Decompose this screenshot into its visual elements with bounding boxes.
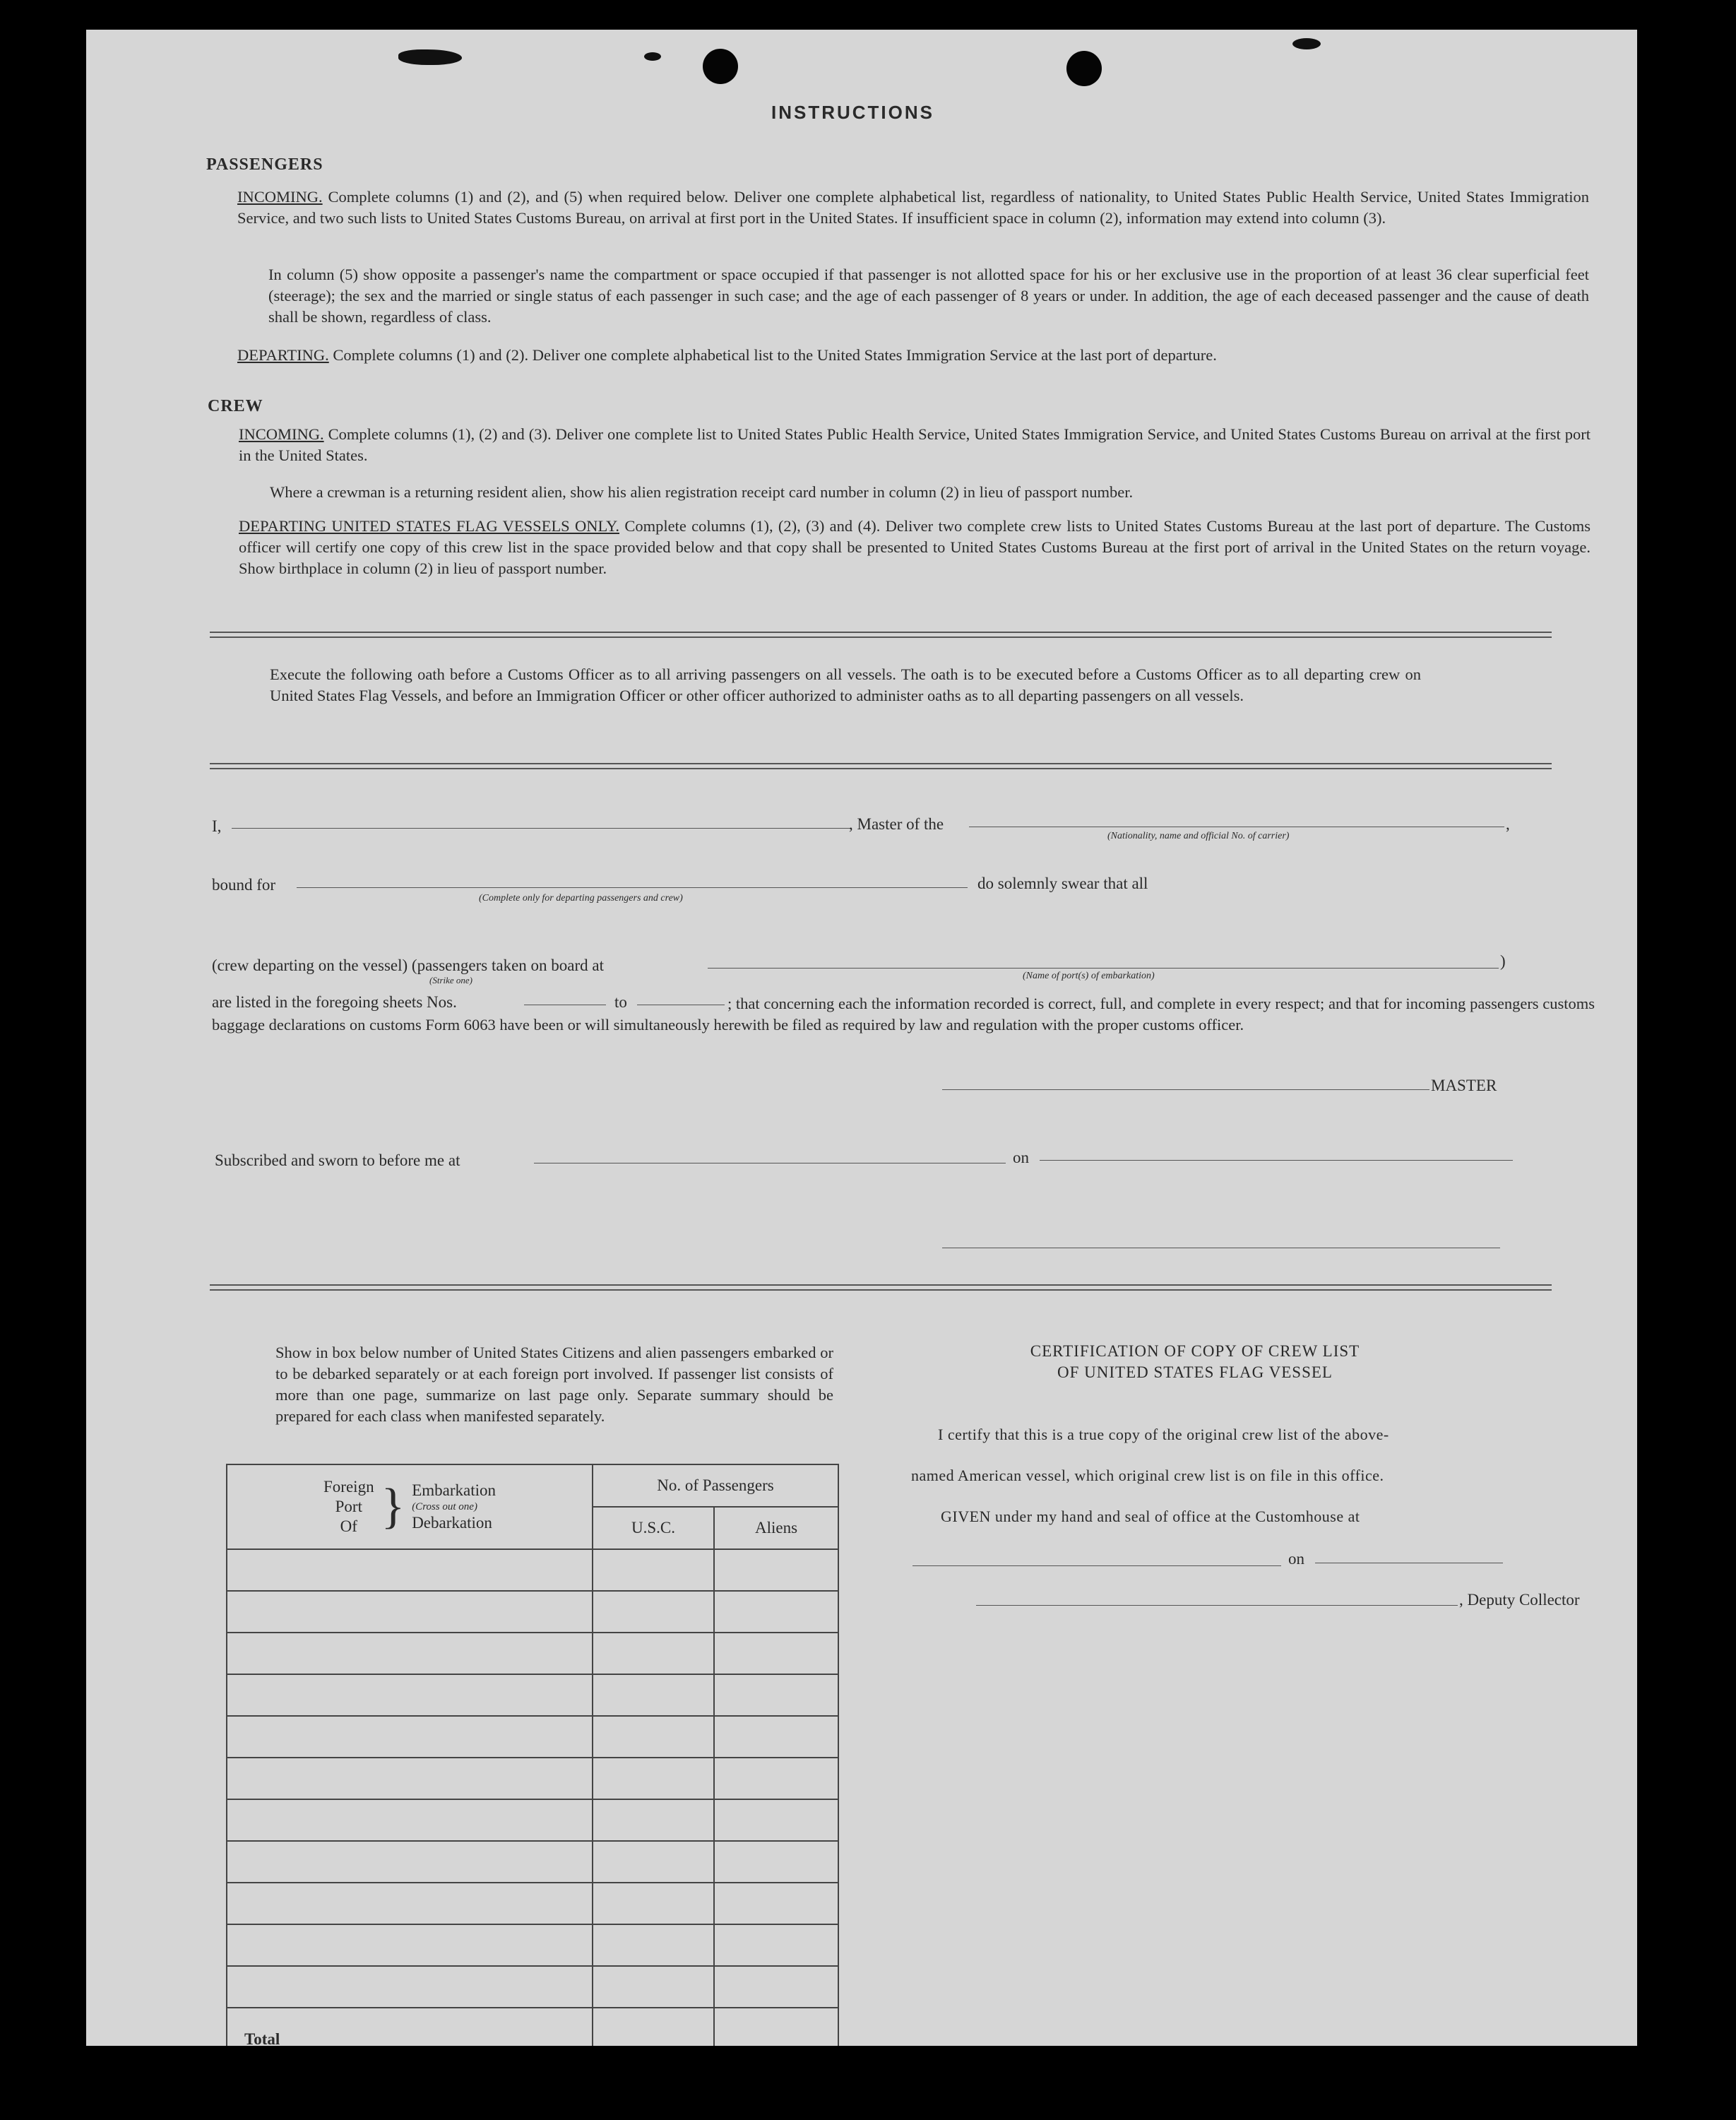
no-passengers-header: No. of Passengers <box>593 1464 838 1507</box>
table-row <box>227 1716 838 1758</box>
usc-cell[interactable] <box>593 1716 714 1758</box>
col-port: Port <box>335 1498 362 1515</box>
certification-line2: named American vessel, which original crew list is on file in this office. <box>911 1467 1384 1484</box>
subscribed-label: Subscribed and sworn to before me at <box>215 1151 460 1169</box>
aliens-cell[interactable] <box>714 1924 838 1966</box>
departing-text: Complete columns (1) and (2). Deliver one complete alphabetical list to the United States Immigration Service at the last port of departure. <box>333 346 1217 364</box>
col-of: Of <box>340 1517 357 1535</box>
aliens-cell[interactable] <box>714 1883 838 1924</box>
crew-departing <box>239 516 1591 579</box>
port-cell[interactable] <box>227 1549 593 1591</box>
aliens-cell[interactable] <box>714 1633 838 1674</box>
usc-cell[interactable] <box>593 1633 714 1674</box>
port-cell[interactable] <box>227 1758 593 1799</box>
port-cell[interactable] <box>227 1674 593 1716</box>
usc-cell[interactable] <box>593 1841 714 1883</box>
aliens-cell[interactable] <box>714 1716 838 1758</box>
col-embarkation: Embarkation <box>412 1481 496 1499</box>
crew-heading: CREW <box>208 397 263 415</box>
usc-cell[interactable] <box>593 1758 714 1799</box>
embarkation-field[interactable] <box>708 968 1499 969</box>
aliens-cell[interactable] <box>714 1758 838 1799</box>
departing-label: DEPARTING. <box>237 346 329 364</box>
certification-on: on <box>1288 1550 1304 1568</box>
certification-title-line2: OF UNITED STATES FLAG VESSEL <box>1057 1363 1333 1381</box>
total-row <box>227 2008 838 2046</box>
summary-intro: Show in box below number of United States Citizens and alien passengers embarked or to be debarked separately or at each foreign port involved. If passenger list consists of more than one page, summarize on last page only. Separate summary should be prepared for each class when manifested separately. <box>275 1344 833 1425</box>
ink-blot <box>1292 38 1321 49</box>
col-debarkation: Debarkation <box>412 1514 492 1532</box>
table-row <box>227 1841 838 1883</box>
form-page <box>86 30 1637 2046</box>
port-cell[interactable] <box>227 1841 593 1883</box>
oath-bound-for: bound for <box>212 876 276 894</box>
crew-incoming <box>239 424 1591 466</box>
aliens-cell[interactable] <box>714 1799 838 1841</box>
oath-close-paren: ) <box>1500 952 1506 970</box>
divider <box>210 763 1552 769</box>
certification-line3: GIVEN under my hand and seal of office at the Customhouse at <box>941 1508 1360 1525</box>
subscribed-on: on <box>1013 1149 1029 1166</box>
total-label-cell <box>227 2008 593 2046</box>
strike-one-caption: (Strike one) <box>429 975 473 985</box>
oath-i-label: I, <box>212 817 222 835</box>
certification-line1: I certify that this is a true copy of the original crew list of the above- <box>938 1426 1389 1443</box>
incoming-label: INCOMING. <box>237 188 323 206</box>
oath-swear: do solemnly swear that all <box>977 875 1148 892</box>
passenger-summary-table <box>226 1464 839 2046</box>
customhouse-place-field[interactable] <box>912 1565 1281 1566</box>
table-row <box>227 1591 838 1633</box>
deputy-signature-field[interactable] <box>976 1605 1458 1606</box>
divider <box>210 1284 1552 1291</box>
brace-icon: } <box>381 1479 405 1534</box>
passengers-heading: PASSENGERS <box>206 155 323 174</box>
aliens-cell[interactable] <box>714 1591 838 1633</box>
port-cell[interactable] <box>227 1966 593 2008</box>
port-cell[interactable] <box>227 1799 593 1841</box>
crew-departing-text: Complete columns (1), (2), (3) and (4). Deliver two complete crew lists to United States Customs Bureau at the last port of departure. The Customs officer will certify one copy of this crew list in the space provided below and that copy shall be presented to United States Customs Bureau at the first port of arrival in the United States on the return voyage. Show birthplace in column (2) in lieu of passport number. <box>239 517 1591 577</box>
embark-caption: (Name of port(s) of embarkation) <box>1023 971 1155 981</box>
usc-cell[interactable] <box>593 1966 714 2008</box>
certification-title <box>983 1341 1407 1383</box>
carrier-caption: (Nationality, name and official No. of carrier) <box>1107 831 1290 841</box>
ink-blot <box>398 49 462 65</box>
total-label: Total <box>244 2030 280 2046</box>
passengers-column5: In column (5) show opposite a passenger's name the compartment or space occupied if that passenger is not allotted space for his or her exclusive use in the proportion of at least 36 clear superficial feet (steerage); the sex and the married or single status of each passenger in such case; and the age of each passenger of 8 years or under. In addition, the age of each deceased passenger and the cause of death shall be shown, regardless of class. <box>268 266 1589 326</box>
master-label: MASTER <box>1431 1077 1497 1094</box>
port-cell[interactable] <box>227 1924 593 1966</box>
aliens-cell[interactable] <box>714 1549 838 1591</box>
crew-departing-label: DEPARTING UNITED STATES FLAG VESSELS ONLY. <box>239 517 619 535</box>
usc-cell[interactable] <box>593 1924 714 1966</box>
crew-incoming-text: Complete columns (1), (2) and (3). Deliver one complete list to United States Public Health Service, United States Immigration Service, and United States Customs Bureau on arrival at the first port in the United States. <box>239 425 1591 464</box>
usc-cell[interactable] <box>593 1674 714 1716</box>
passengers-incoming <box>237 186 1589 229</box>
punch-hole-left <box>703 49 738 84</box>
master-name-field[interactable] <box>232 828 852 829</box>
oath-intro: Execute the following oath before a Customs Officer as to all arriving passengers on all vessels. The oath is to be executed before a Customs Officer as to all departing crew on United States Flag Vessels, and before an Immigration Officer or other officer authorized to administer oaths as to all departing passengers on all vessels. <box>270 665 1421 704</box>
incoming-text: Complete columns (1) and (2), and (5) when required below. Deliver one complete alphabetical list, regardless of nationality, to United States Public Health Service, United States Immigration Service, and two such lists to United States Customs Bureau, on arrival at first port in the United States. If insufficient space in column (2), information may extend into column (3). <box>237 188 1590 227</box>
usc-cell[interactable] <box>593 1799 714 1841</box>
col-foreign: Foreign <box>323 1478 374 1496</box>
oath-listed-text <box>212 993 1595 1036</box>
usc-cell[interactable] <box>593 1883 714 1924</box>
passengers-departing <box>237 345 1589 366</box>
port-cell[interactable] <box>227 1591 593 1633</box>
table-row <box>227 1633 838 1674</box>
ink-blot <box>644 52 661 61</box>
bound-for-field[interactable] <box>297 887 968 888</box>
aliens-cell[interactable] <box>714 1966 838 2008</box>
col-cross: (Cross out one) <box>412 1501 477 1512</box>
aliens-cell[interactable] <box>714 1674 838 1716</box>
table-row <box>227 1799 838 1841</box>
port-cell[interactable] <box>227 1716 593 1758</box>
listed-text: ; that concerning each the information recorded is correct, full, and complete in every respect; and that for incoming passengers customs baggage declarations on customs Form 6063 have been or will simultaneously herewith be filed as required by law and regulation with the proper customs officer. <box>212 995 1595 1034</box>
table-row <box>227 1924 838 1966</box>
bound-caption: (Complete only for departing passengers and crew) <box>479 893 683 904</box>
certification-title-line1: CERTIFICATION OF COPY OF CREW LIST <box>1030 1342 1360 1360</box>
oath-to: to <box>614 993 627 1011</box>
port-header-cell <box>227 1464 593 1549</box>
table-row <box>227 1758 838 1799</box>
aliens-total-cell[interactable] <box>714 2008 838 2046</box>
table-row <box>227 1674 838 1716</box>
crew-incoming-label: INCOMING. <box>239 425 324 443</box>
oath-master-of: , Master of the <box>849 815 944 833</box>
master-signature-field[interactable] <box>942 1089 1429 1090</box>
usc-total-cell[interactable] <box>593 2008 714 2046</box>
page-title: INSTRUCTIONS <box>771 102 934 123</box>
deputy-collector-label: , Deputy Collector <box>1459 1591 1580 1609</box>
oath-crew-departing: (crew departing on the vessel) (passengers taken on board at <box>212 957 604 974</box>
table-row <box>227 1966 838 2008</box>
table-row <box>227 1549 838 1591</box>
table-row <box>227 1883 838 1924</box>
crew-crewman: Where a crewman is a returning resident alien, show his alien registration receipt card number in column (2) in lieu of passport number. <box>270 483 1134 501</box>
divider <box>210 632 1552 638</box>
usc-header: U.S.C. <box>593 1507 714 1549</box>
usc-cell[interactable] <box>593 1549 714 1591</box>
aliens-cell[interactable] <box>714 1841 838 1883</box>
port-cell[interactable] <box>227 1633 593 1674</box>
punch-hole-right <box>1066 51 1102 86</box>
aliens-header: Aliens <box>714 1507 838 1549</box>
port-cell[interactable] <box>227 1883 593 1924</box>
oath-listed-prefix: are listed in the foregoing sheets Nos. <box>212 993 457 1011</box>
subscribed-date-field[interactable] <box>1040 1160 1513 1161</box>
usc-cell[interactable] <box>593 1591 714 1633</box>
oath-comma: , <box>1506 815 1510 833</box>
